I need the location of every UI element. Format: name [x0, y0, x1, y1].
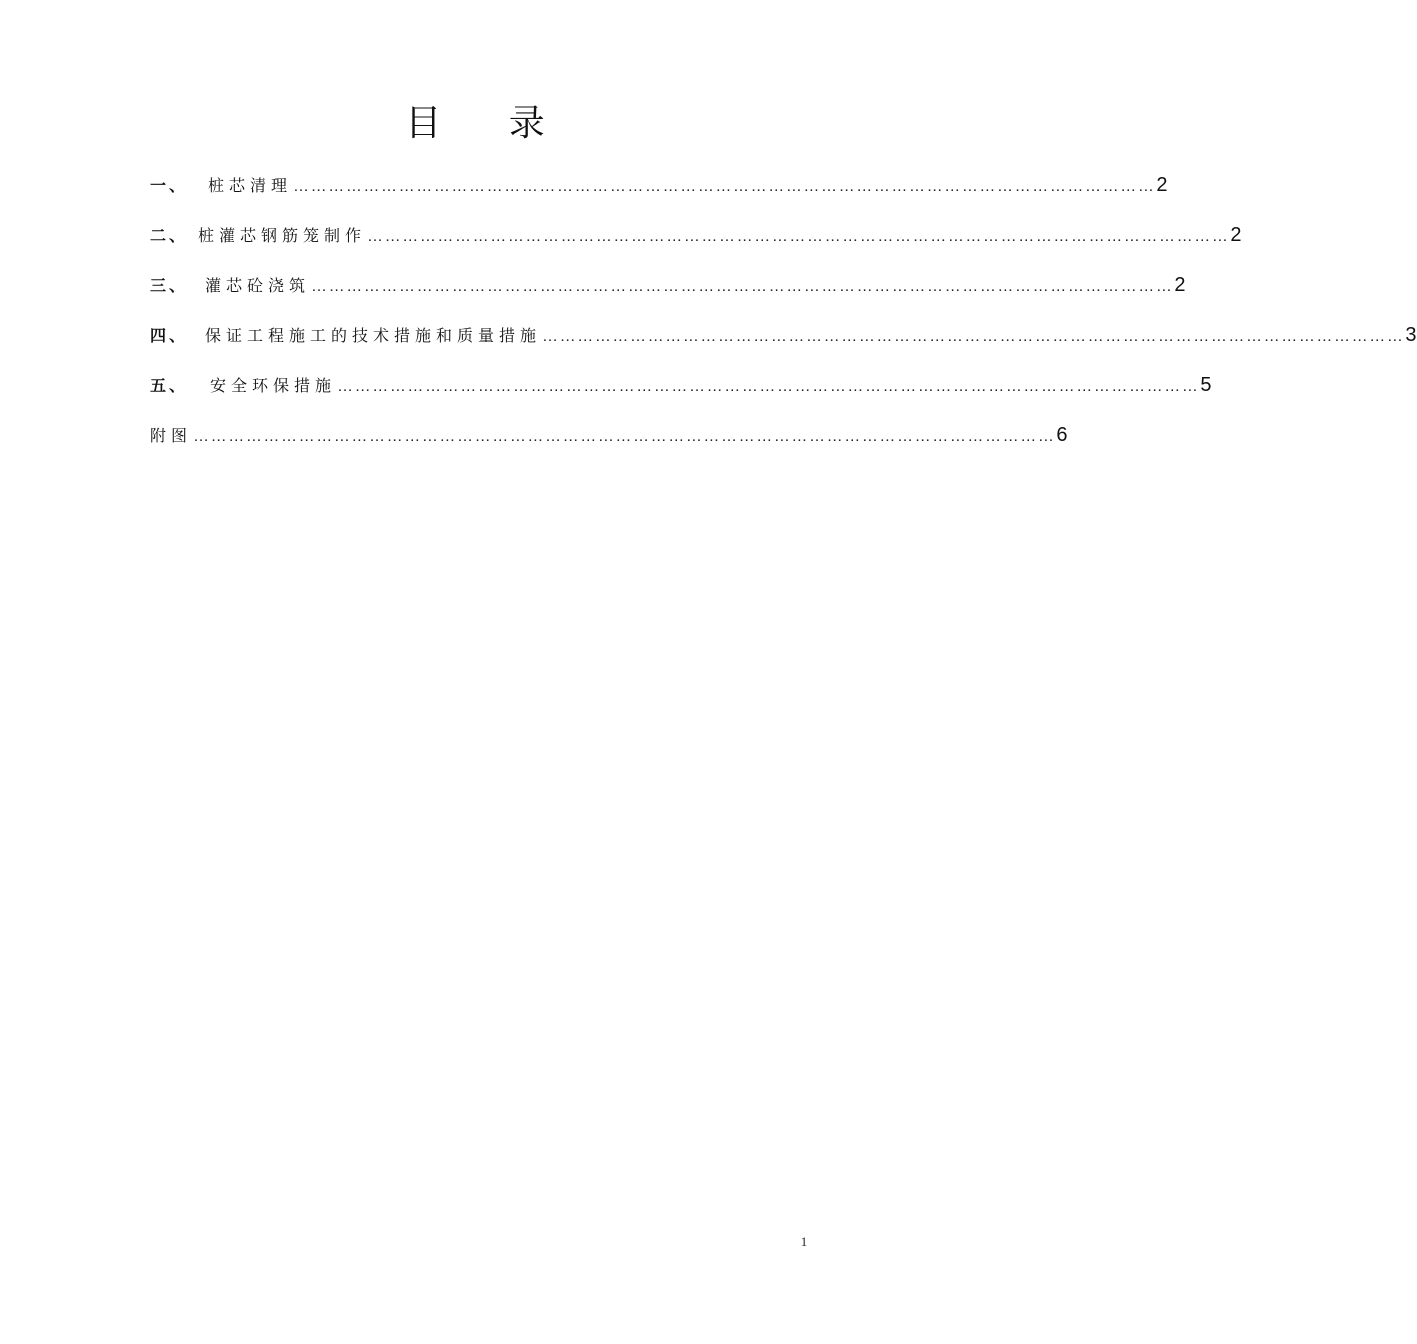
toc-entry-page: 5	[1200, 374, 1212, 396]
toc-entry-label: 桩芯清理	[208, 176, 293, 195]
toc-entry-label: 保证工程施工的技术措施和质量措施	[205, 326, 542, 345]
toc-entry-number: 二、	[150, 226, 189, 245]
page-number: 1	[800, 1234, 808, 1249]
toc-entry-page: 2	[1156, 174, 1168, 196]
toc-entry-page: 3	[1405, 324, 1417, 346]
toc-entry[interactable]	[150, 168, 1168, 218]
toc-entry-page: 2	[1230, 224, 1242, 246]
toc-entry-label: 附图	[150, 426, 193, 445]
page-title: 目 录	[405, 103, 573, 144]
toc-entry[interactable]	[150, 218, 1242, 268]
toc-entry-label: 灌芯砼浇筑	[205, 276, 311, 295]
toc-entry-number: 五、	[150, 376, 189, 395]
toc-entry[interactable]	[150, 318, 1417, 368]
toc-leader-dots: …………………………………………………………………………………………………………………………………	[193, 428, 1056, 445]
toc-entry-number: 四、	[150, 326, 189, 345]
toc-entry[interactable]	[150, 268, 1186, 318]
toc-entry-number: 三、	[150, 276, 189, 295]
toc-leader-dots: …………………………………………………………………………………………………………………………………	[337, 378, 1200, 395]
toc-entry-number: 一、	[150, 176, 189, 195]
table-of-contents	[150, 168, 1417, 468]
toc-leader-dots: …………………………………………………………………………………………………………………………………	[311, 278, 1174, 295]
toc-leader-dots: …………………………………………………………………………………………………………………………………	[367, 228, 1230, 245]
toc-entry-page: 6	[1056, 424, 1068, 446]
toc-leader-dots: …………………………………………………………………………………………………………………………………	[542, 328, 1405, 345]
toc-entry[interactable]	[150, 368, 1212, 418]
toc-entry-label: 桩灌芯钢筋笼制作	[198, 226, 367, 245]
toc-leader-dots: …………………………………………………………………………………………………………………………………	[293, 178, 1156, 195]
toc-entry-page: 2	[1174, 274, 1186, 296]
toc-entry-label: 安全环保措施	[210, 376, 337, 395]
toc-entry[interactable]	[150, 418, 1068, 468]
